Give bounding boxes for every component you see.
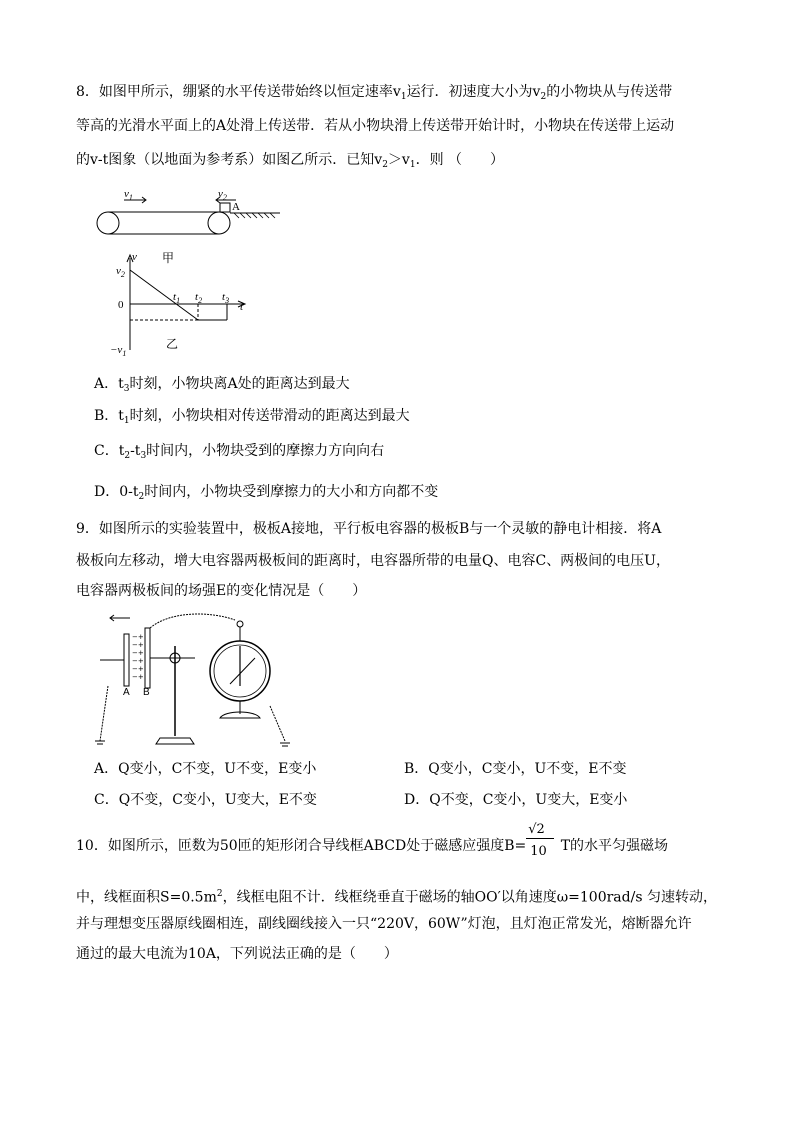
svg-text:v2: $v_2$ <box>218 188 227 202</box>
svg-text:t2: $t_2$ <box>195 291 203 305</box>
ground-wire-b <box>270 706 285 741</box>
svg-text:−+: −+ <box>132 649 144 657</box>
q9-stem-line2: 极板向左移动，增大电容器两极板间的距离时，电容器所带的电量Q、电容C、两极间的电压U， <box>76 553 670 569</box>
svg-text:A: A <box>123 687 130 698</box>
wire-coil <box>150 614 235 628</box>
svg-text:−v1: $-v_1$ <box>110 344 127 358</box>
q10-stem-line3: 并与理想变压器原线圈相连，副线圈线接入一只“220V，60W”灯泡，且灯泡正常发光，熔断器允许 <box>76 916 692 932</box>
plate-a <box>124 634 129 686</box>
q8-option-d[interactable]: D．$0-t_2$时间内，小物块受到摩擦力的大小和方向都不变 <box>94 484 439 502</box>
svg-text:v2: $v_2$ <box>116 265 125 279</box>
capacitor-electroscope-figure <box>90 606 310 756</box>
q8-option-c[interactable]: C．$t_2-t_3$时间内，小物块受到的摩擦力方向向右 <box>94 443 385 461</box>
svg-text:−+: −+ <box>132 673 144 681</box>
q10-stem-line4: 通过的最大电流为10A，下列说法正确的是（ ） <box>76 946 398 962</box>
svg-text:−+: −+ <box>132 657 144 665</box>
q10-stem-line2: 中，线框面积$S=0.5m^2$，线框电阻不计．线框绕垂直于磁场的轴OO′以角速度ω=100rad/s 匀速转动， <box>76 889 717 906</box>
q9-option-a[interactable]: A．Q变小，C不变，U不变，E变小 <box>94 761 317 777</box>
svg-text:v1: $v_1$ <box>124 188 133 202</box>
block <box>220 203 230 212</box>
svg-text:A: A <box>232 201 240 213</box>
svg-text:v: v <box>132 251 137 263</box>
svg-text:B: B <box>143 687 150 698</box>
svg-text:t: t <box>240 301 244 313</box>
right-roller <box>208 212 230 234</box>
ground-wire-a <box>100 686 108 741</box>
q8-option-a[interactable]: A．$t_3$时刻，小物块离A处的距离达到最大 <box>94 376 350 394</box>
svg-text:−+: −+ <box>132 665 144 673</box>
q9-stem-line1: 9．如图所示的实验装置中，极板A接地，平行板电容器的极板B与一个灵敏的静电计相接．将A <box>76 521 662 537</box>
plate-b <box>145 628 150 688</box>
svg-text:t3: $t_3$ <box>222 291 230 305</box>
b-fraction: $\frac{√2}{10}$ <box>526 836 556 856</box>
svg-text:−+: −+ <box>132 633 144 641</box>
q9-option-b[interactable]: B．Q变小，C变小，U不变，E不变 <box>404 761 627 777</box>
q8-stem-line1: 8．如图甲所示，绷紧的水平传送带始终以恒定速率$v_1$运行．初速度大小为$v_2$的小物块从与传送带 <box>76 84 673 102</box>
q9-option-d[interactable]: D．Q不变，C变小，U变大，E变小 <box>404 792 628 808</box>
svg-text:乙: 乙 <box>166 337 179 351</box>
vt-line <box>130 270 198 320</box>
svg-text:0: 0 <box>118 299 124 311</box>
conveyor-belt-figure <box>90 180 290 250</box>
q9-stem-line3: 电容器两极板间的场强E的变化情况是（ ） <box>76 583 367 599</box>
svg-text:t1: $t_1$ <box>173 291 181 305</box>
q9-option-c[interactable]: C．Q不变，C变小，U变大，E不变 <box>94 792 317 808</box>
left-roller <box>97 212 119 234</box>
q8-stem-line3: 的v-t图象（以地面为参考系）如图乙所示．已知$v_2>v_1$．则 （ ） <box>76 152 505 170</box>
vt-graph-figure <box>100 250 260 360</box>
q8-stem-line2: 等高的光滑水平面上的A处滑上传送带．若从小物块滑上传送带开始计时，小物块在传送带上运动 <box>76 118 675 134</box>
q8-option-b[interactable]: B．$t_1$时刻，小物块相对传送带滑动的距离达到最大 <box>94 408 410 426</box>
svg-text:−+: −+ <box>132 641 144 649</box>
svg-text:甲: 甲 <box>162 251 175 265</box>
q10-stem-line1: 10．如图所示，匝数为50匝的矩形闭合导线框ABCD处于磁感应强度B= $\frac{√2}{10}$ T的水平匀强磁场 <box>76 822 669 859</box>
